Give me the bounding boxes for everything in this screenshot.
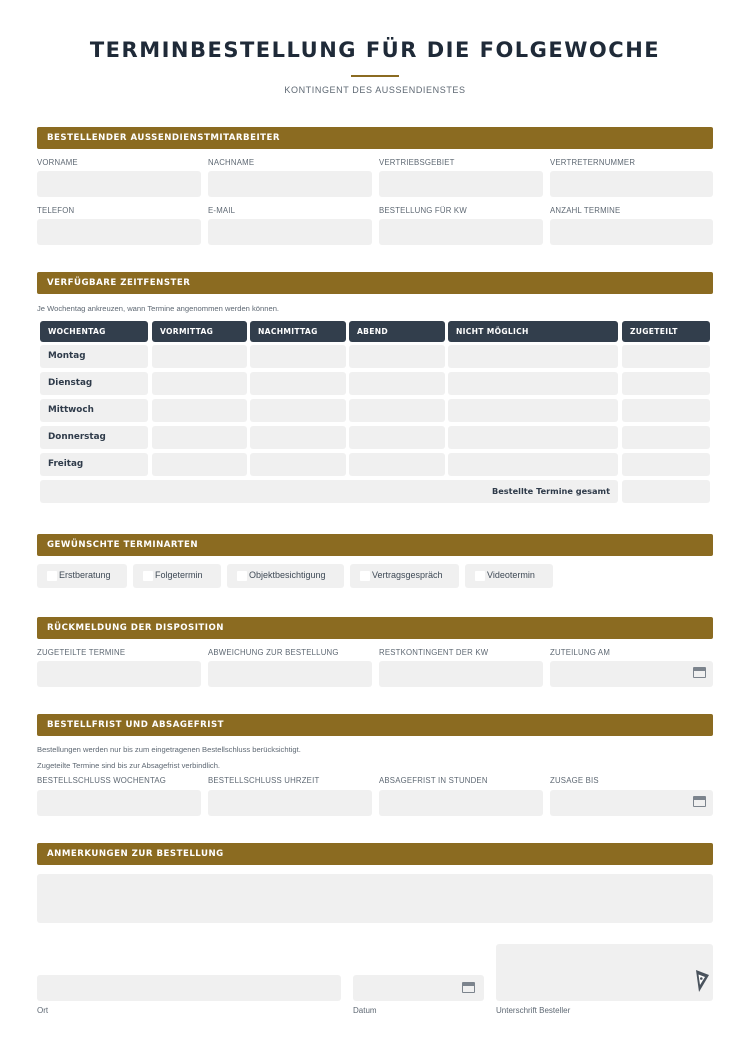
section-header-notes: ANMERKUNGEN ZUR BESTELLUNG xyxy=(37,843,713,865)
vorname-field[interactable] xyxy=(37,171,201,197)
title-divider xyxy=(351,75,399,77)
slot-cell-abend[interactable] xyxy=(349,453,445,476)
option-label: Vertragsgespräch xyxy=(372,570,443,580)
deadline-note-2: Zugeteilte Termine sind bis zur Absagefrist verbindlich. xyxy=(37,761,221,770)
calendar-icon[interactable] xyxy=(462,982,475,993)
slot-cell-vormittag[interactable] xyxy=(152,426,247,449)
label-signature: Unterschrift Besteller xyxy=(496,1006,571,1015)
checkbox-icon[interactable] xyxy=(237,571,247,581)
label-telefon: TELEFON xyxy=(37,206,75,215)
label-bestellschluss-uhrzeit: BESTELLSCHLUSS UHRZEIT xyxy=(208,776,320,785)
pen-nib-icon xyxy=(693,968,711,994)
column-header-abend: ABEND xyxy=(349,321,445,342)
slot-cell-nicht-moeglich[interactable] xyxy=(448,399,618,422)
label-datum: Datum xyxy=(353,1006,377,1015)
checkbox-icon[interactable] xyxy=(143,571,153,581)
total-field[interactable] xyxy=(622,480,710,503)
label-zugeteilte-termine: ZUGETEILTE TERMINE xyxy=(37,648,126,657)
ort-field[interactable] xyxy=(37,975,341,1001)
option-vertragsgespraech[interactable] xyxy=(350,564,459,588)
total-label: Bestellte Termine gesamt xyxy=(492,486,610,496)
slot-cell-nicht-moeglich[interactable] xyxy=(448,453,618,476)
calendar-icon[interactable] xyxy=(693,667,706,678)
day-label: Donnerstag xyxy=(48,432,106,442)
notes-textarea[interactable] xyxy=(37,874,713,923)
label-nachname: NACHNAME xyxy=(208,158,255,167)
abweichung-field[interactable] xyxy=(208,661,372,687)
label-vertriebsgebiet: VERTRIEBSGEBIET xyxy=(379,158,455,167)
vertriebsgebiet-field[interactable] xyxy=(379,171,543,197)
day-label: Freitag xyxy=(48,459,84,469)
nachname-field[interactable] xyxy=(208,171,372,197)
checkbox-icon[interactable] xyxy=(475,571,485,581)
slot-cell-abend[interactable] xyxy=(349,426,445,449)
bestellung-kw-field[interactable] xyxy=(379,219,543,245)
option-videotermin[interactable] xyxy=(465,564,553,588)
page-subtitle: KONTINGENT DES AUSSENDIENSTES xyxy=(284,85,466,95)
label-zuteilung-am: ZUTEILUNG AM xyxy=(550,648,611,657)
section-header-types: GEWÜNSCHTE TERMINARTEN xyxy=(37,534,713,556)
day-label: Dienstag xyxy=(48,378,93,388)
deadline-note-1: Bestellungen werden nur bis zum eingetragenen Bestellschluss berücksichtigt. xyxy=(37,745,301,754)
slot-cell-zugeteilt[interactable] xyxy=(622,345,710,368)
section-header-employee: BESTELLENDER AUSSENDIENSTMITARBEITER xyxy=(37,127,713,149)
label-anzahl-termine: ANZAHL TERMINE xyxy=(550,206,621,215)
option-objektbesichtigung[interactable] xyxy=(227,564,344,588)
label-zusage-bis: ZUSAGE BIS xyxy=(550,776,599,785)
day-label: Montag xyxy=(48,351,86,361)
slot-cell-nachmittag[interactable] xyxy=(250,453,346,476)
label-ort: Ort xyxy=(37,1006,49,1015)
vertreternummer-field[interactable] xyxy=(550,171,713,197)
restkontingent-field[interactable] xyxy=(379,661,543,687)
label-vertreternummer: VERTRETERNUMMER xyxy=(550,158,636,167)
page-title: TERMINBESTELLUNG FÜR DIE FOLGEWOCHE xyxy=(89,38,661,62)
option-erstberatung[interactable] xyxy=(37,564,127,588)
option-label: Folgetermin xyxy=(155,570,203,580)
section-header-slots: VERFÜGBARE ZEITFENSTER xyxy=(37,272,713,294)
column-header-vormittag: VORMITTAG xyxy=(152,321,247,342)
label-absagefrist: ABSAGEFRIST IN STUNDEN xyxy=(379,776,488,785)
checkbox-icon[interactable] xyxy=(47,571,57,581)
slot-cell-nicht-moeglich[interactable] xyxy=(448,345,618,368)
bestellschluss-uhrzeit-field[interactable] xyxy=(208,790,372,816)
option-folgetermin[interactable] xyxy=(133,564,221,588)
option-label: Erstberatung xyxy=(59,570,111,580)
column-header-nachmittag: NACHMITTAG xyxy=(250,321,346,342)
slot-cell-zugeteilt[interactable] xyxy=(622,372,710,395)
slot-cell-abend[interactable] xyxy=(349,372,445,395)
slot-cell-zugeteilt[interactable] xyxy=(622,399,710,422)
slot-cell-nachmittag[interactable] xyxy=(250,399,346,422)
zugeteilte-termine-field[interactable] xyxy=(37,661,201,687)
option-label: Objektbesichtigung xyxy=(249,570,326,580)
slot-cell-abend[interactable] xyxy=(349,399,445,422)
label-abweichung: ABWEICHUNG ZUR BESTELLUNG xyxy=(208,648,339,657)
label-restkontingent: RESTKONTINGENT DER KW xyxy=(379,648,489,657)
label-bestellung-kw: BESTELLUNG FÜR KW xyxy=(379,206,467,215)
slot-cell-vormittag[interactable] xyxy=(152,345,247,368)
email-field[interactable] xyxy=(208,219,372,245)
slot-cell-nicht-moeglich[interactable] xyxy=(448,426,618,449)
column-header-zugeteilt: ZUGETEILT xyxy=(622,321,710,342)
section-header-dispo: RÜCKMELDUNG DER DISPOSITION xyxy=(37,617,713,639)
day-label: Mittwoch xyxy=(48,405,94,415)
section-header-deadline: BESTELLFRIST UND ABSAGEFRIST xyxy=(37,714,713,736)
label-email: E-MAIL xyxy=(208,206,236,215)
calendar-icon[interactable] xyxy=(693,796,706,807)
column-header-wochentag: WOCHENTAG xyxy=(40,321,148,342)
slot-cell-nachmittag[interactable] xyxy=(250,372,346,395)
label-bestellschluss-wochentag: BESTELLSCHLUSS WOCHENTAG xyxy=(37,776,166,785)
signature-field[interactable] xyxy=(496,944,713,1001)
slot-cell-nachmittag[interactable] xyxy=(250,345,346,368)
slot-cell-vormittag[interactable] xyxy=(152,453,247,476)
zuteilung-am-field[interactable] xyxy=(550,661,713,687)
slot-cell-abend[interactable] xyxy=(349,345,445,368)
bestellschluss-wochentag-field[interactable] xyxy=(37,790,201,816)
column-header-nicht-moeglich: NICHT MÖGLICH xyxy=(448,321,618,342)
telefon-field[interactable] xyxy=(37,219,201,245)
slot-cell-vormittag[interactable] xyxy=(152,372,247,395)
zusage-bis-field[interactable] xyxy=(550,790,713,816)
option-label: Videotermin xyxy=(487,570,535,580)
slot-cell-nachmittag[interactable] xyxy=(250,426,346,449)
slot-cell-zugeteilt[interactable] xyxy=(622,426,710,449)
anzahl-termine-field[interactable] xyxy=(550,219,713,245)
checkbox-icon[interactable] xyxy=(360,571,370,581)
slot-cell-nicht-moeglich[interactable] xyxy=(448,372,618,395)
slots-note: Je Wochentag ankreuzen, wann Termine angenommen werden können. xyxy=(37,304,280,313)
absagefrist-field[interactable] xyxy=(379,790,543,816)
slot-cell-zugeteilt[interactable] xyxy=(622,453,710,476)
label-vorname: VORNAME xyxy=(37,158,78,167)
slot-cell-vormittag[interactable] xyxy=(152,399,247,422)
